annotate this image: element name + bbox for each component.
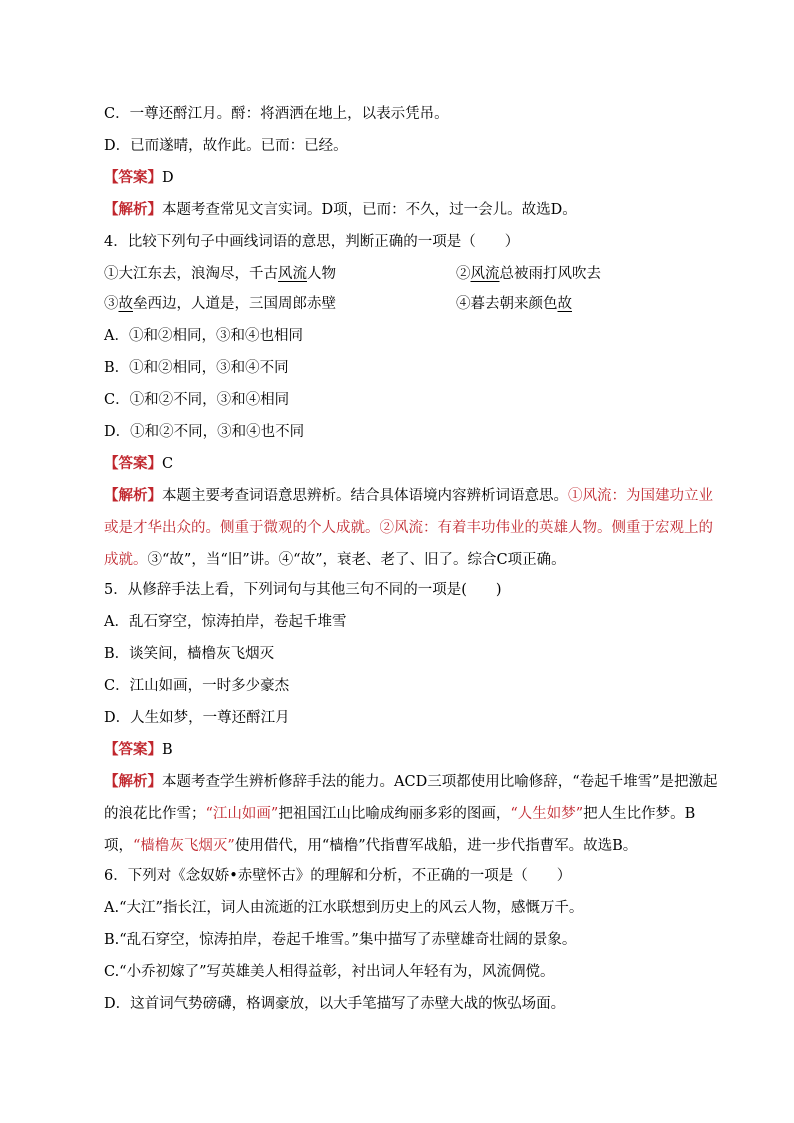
q6-option-d: D．这首词气势磅礴，格调豪放，以大手笔描写了赤壁大战的恢弘场面。 <box>104 996 566 1012</box>
q6-option-a: A.“大江”指长江，词人由流逝的江水联想到历史上的风云人物，感慨万千。 <box>104 900 584 916</box>
q6-option-b: B.“乱石穿空，惊涛拍岸，卷起千堆雪。”集中描写了赤壁雄奇壮阔的景象。 <box>104 932 577 948</box>
analysis-text: 把人生比作梦。B项， <box>104 806 696 854</box>
q4-stem: 4．比较下列句子中画线词语的意思，判断正确的一项是（ ） <box>104 234 520 250</box>
analysis-text-highlight: ②风流：有着丰功伟业的英雄人物。侧重于宏观上的成就。 <box>104 520 713 568</box>
q3-answer <box>104 168 174 188</box>
analysis-tag: 【解析】 <box>104 201 162 218</box>
underlined-word: 风流 <box>278 266 307 282</box>
analysis-tag: 【解析】 <box>104 773 162 790</box>
text: 人物 <box>307 266 336 282</box>
analysis-text: 本题考查常见文言实词。D项，已而：不久，过一会儿。故选D。 <box>162 202 577 218</box>
q5-answer <box>104 740 173 760</box>
answer-value: C <box>162 456 174 472</box>
q4-sentence-3 <box>104 296 336 312</box>
q3-analysis <box>104 200 577 220</box>
q5-stem: 5．从修辞手法上看，下列词句与其他三句不同的一项是( ) <box>104 582 502 598</box>
analysis-text: 使用借代，用“樯橹”代指曹军战船，进一步代指曹军。故选B。 <box>234 838 638 854</box>
q4-sentence-2 <box>456 264 601 284</box>
q4-option-c: C．①和②不同，③和④相同 <box>104 392 290 408</box>
text: ③ <box>104 296 119 312</box>
q3-option-c: C．一尊还酹江月。酹：将酒洒在地上，以表示凭吊。 <box>104 106 449 122</box>
analysis-text-highlight: “樯橹灰飞烟灭” <box>133 838 235 854</box>
q4-sentence-4 <box>456 294 572 314</box>
text: ①大江东去，浪淘尽，千古 <box>104 266 278 282</box>
analysis-text: 综合C项正确。 <box>467 552 566 568</box>
answer-tag: 【答案】 <box>104 455 162 472</box>
underlined-word: 故 <box>557 296 572 312</box>
underlined-word: 风流 <box>470 266 500 282</box>
q4-option-b: B．①和②相同，③和④不同 <box>104 360 289 376</box>
answer-tag: 【答案】 <box>104 741 162 758</box>
text: 总被雨打风吹去 <box>499 266 601 282</box>
analysis-text: ③“故”，当“旧”讲。④“故”，衰老、老了、旧了。 <box>147 552 468 568</box>
q4-sentence-1 <box>104 266 336 282</box>
q5-analysis <box>104 766 724 862</box>
q4-answer <box>104 454 173 474</box>
text: ② <box>456 266 471 282</box>
q5-option-b: B．谈笑间，樯橹灰飞烟灭 <box>104 646 275 662</box>
text: ④暮去朝来颜色 <box>456 296 558 312</box>
q5-option-c: C．江山如画，一时多少豪杰 <box>104 678 290 694</box>
q4-option-a: A．①和②相同，③和④也相同 <box>104 328 303 344</box>
answer-value: D <box>162 170 174 186</box>
answer-value: B <box>162 742 173 758</box>
underlined-word: 故 <box>118 296 133 312</box>
q6-stem: 6．下列对《念奴娇•赤壁怀古》的理解和分析，不正确的一项是（ ） <box>104 868 572 884</box>
answer-tag: 【答案】 <box>104 169 162 186</box>
q4-sentence-row-1 <box>104 264 744 284</box>
q4-option-d: D．①和②不同，③和④也不同 <box>104 424 305 440</box>
q3-option-d: D．已而遂晴，故作此。已而：已经。 <box>104 138 348 154</box>
q4-sentence-row-2 <box>104 294 744 314</box>
text: 垒西边，人道是，三国周郎赤壁 <box>133 296 336 312</box>
analysis-text: 本题考查学生辨析修辞手法的能力。ACD三项都使用比喻修辞，“卷起千堆雪”是把激起的浪花比作雪； <box>104 774 718 822</box>
analysis-text-highlight: ①风流：为国建功立业或是才华出众的。侧重于微观的个人成就。 <box>104 488 713 536</box>
analysis-text-highlight: “人生如梦” <box>510 806 584 822</box>
q6-option-c: C.“小乔初嫁了”写英雄美人相得益彰，衬出词人年轻有为，风流倜傥。 <box>104 964 555 980</box>
analysis-text: 把祖国江山比喻成绚丽多彩的图画， <box>278 806 511 822</box>
q5-option-d: D．人生如梦，一尊还酹江月 <box>104 710 290 726</box>
q4-analysis <box>104 480 724 576</box>
analysis-text: 本题主要考查词语意思辨析。结合具体语境内容辨析词语意思。 <box>162 488 568 504</box>
analysis-text-highlight: “江山如画” <box>205 806 279 822</box>
analysis-tag: 【解析】 <box>104 487 162 504</box>
q5-option-a: A．乱石穿空，惊涛拍岸，卷起千堆雪 <box>104 614 347 630</box>
